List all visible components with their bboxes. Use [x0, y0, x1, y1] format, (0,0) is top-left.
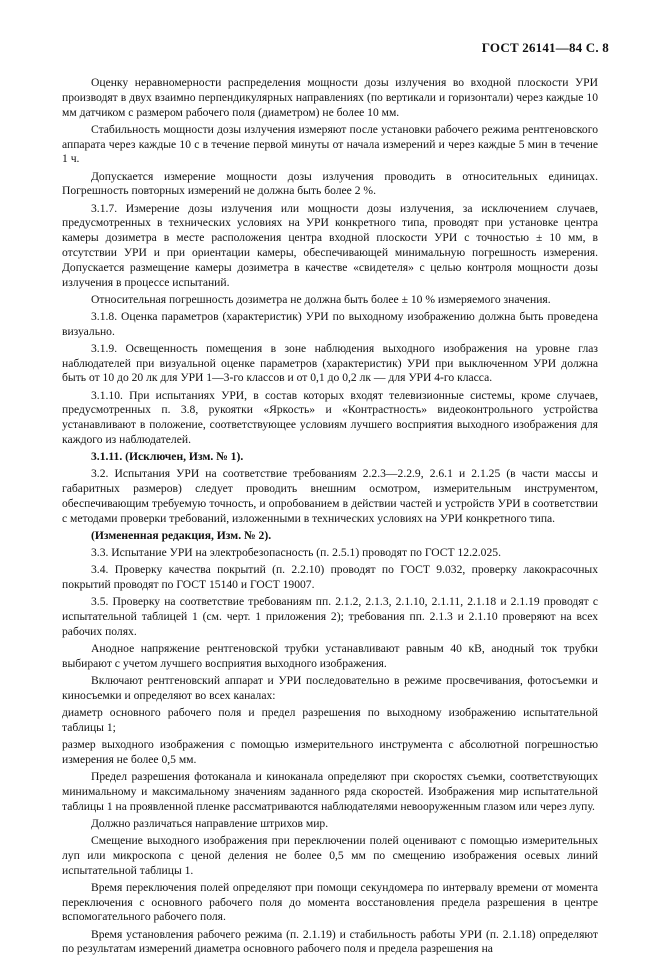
- paragraph: Оценку неравномерности распределения мощности дозы излучения во входной плоскости УРИ производят в двух взаимно перпендикулярных направлениях (по вертикали и горизонтали) через каждые 10 мм датчиком с размером рабочего поля (диаметром) не более 10 мм.: [62, 76, 598, 119]
- paragraph: Включают рентгеновский аппарат и УРИ последовательно в режиме просвечивания, фотосъемки и киносъемки и определяют во всех каналах:: [62, 674, 598, 702]
- paragraph: 3.3. Испытание УРИ на электробезопасность (п. 2.5.1) проводят по ГОСТ 12.2.025.: [91, 546, 501, 560]
- paragraph-revision-note: (Измененная редакция, Изм. № 2).: [91, 529, 272, 543]
- paragraph: 3.1.8. Оценка параметров (характеристик) УРИ по выходному изображению должна быть проведена визуально.: [62, 309, 598, 338]
- paragraph: Предел разрешения фотоканала и киноканала определяют при скоростях съемки, соответствующих минимальному и максимальному значениям заданного ряда скоростей. Изображения мир испытательной таблицы 1 на проявленной пленке рассматриваются наблюдателями невооруженным глазом или через лупу.: [62, 770, 598, 813]
- list-item: размер выходного изображения с помощью измерительного инструмента с абсолютной погрешностью измерения не более 0,5 мм.: [62, 738, 598, 766]
- paragraph: Смещение выходного изображения при переключении полей оценивают с помощью измерительных луп или микроскопа с ценой деления не более 0,5 мм по смещению изображения осевых линий испытательной таблицы 1.: [62, 834, 598, 877]
- page-header: ГОСТ 26141—84 С. 8: [481, 40, 609, 55]
- paragraph: 3.1.10. При испытаниях УРИ, в состав которых входят телевизионные системы, кроме случаев, предусмотренных п. 3.8, рукоятки «Яркость» и «Контрастность» видеоконтрольного устройства устанавливают в положение, соответствующее условиям лучшего восприятия выходного изображения для каждого из наблюдателей.: [62, 388, 598, 447]
- document-body: [62, 76, 598, 958]
- paragraph: 3.1.7. Измерение дозы излучения или мощности дозы излучения, за исключением случаев, предусмотренных в технических условиях на УРИ конкретного типа, проводят при установке центра камеры дозиметра в месте расположения центра входной плоскости УРИ с точностью ± 10 мм, в отсутствии УРИ и при ориентации камеры, обеспечивающей минимальную погрешность измерения. Допускается размещение камеры дозиметра в качестве «свидетеля» с целью контроля мощности дозы излучения в процессе испытаний.: [62, 201, 598, 289]
- paragraph: Анодное напряжение рентгеновской трубки устанавливают равным 40 кВ, анодный ток трубки выбирают с учетом лучшего восприятия выходного изображения.: [62, 642, 598, 670]
- paragraph: 3.5. Проверку на соответствие требованиям пп. 2.1.2, 2.1.3, 2.1.10, 2.1.11, 2.1.18 и 2.1.19 проводят с испытательной таблицей 1 (см. черт. 1 приложения 2); требования пп. 2.1.3 и 2.1.10 проверяют на всех рабочих полях.: [62, 595, 598, 638]
- paragraph: Стабильность мощности дозы излучения измеряют после установки рабочего режима рентгеновского аппарата через каждые 10 с в течение первой минуты от начала измерений и через каждые 5 мин в течение 1 ч.: [62, 122, 598, 166]
- paragraph-excluded-note: 3.1.11. (Исключен, Изм. № 1).: [91, 450, 244, 464]
- paragraph: Время переключения полей определяют при помощи секундомера по интервалу времени от момента переключения с основного рабочего поля до момента восстановления предела разрешения в центре вспомогательного рабочего поля.: [62, 880, 598, 924]
- paragraph: Должно различаться направление штрихов мир.: [91, 816, 329, 830]
- paragraph: 3.1.9. Освещенность помещения в зоне наблюдения выходного изображения на уровне глаз наблюдателей при визуальной оценке параметров (характеристик) УРИ при выключенном УРИ должна быть от 10 до 20 лк для УРИ 1—3-го классов и от 0,1 до 0,2 лк — для УРИ 4-го класса.: [62, 341, 598, 385]
- paragraph: 3.2. Испытания УРИ на соответствие требованиям 2.2.3—2.2.9, 2.6.1 и 2.1.25 (в части массы и габаритных размеров) следует проводить внешним осмотром, измерительным инструментом, обеспечивающим требуемую точность, и опробованием в действии частей и устройств УРИ в соответствии с методами проверки требований, изложенными в технических условиях на УРИ конкретного типа.: [62, 467, 598, 525]
- paragraph: Допускается измерение мощности дозы излучения проводить в относительных единицах. Погрешность повторных измерений не должна быть более 2 %.: [62, 169, 598, 198]
- paragraph: Относительная погрешность дозиметра не должна быть более ± 10 % измеряемого значения.: [91, 292, 551, 306]
- paragraph: 3.4. Проверку качества покрытий (п. 2.2.10) проводят по ГОСТ 9.032, проверку лакокрасочных покрытий проводят по ГОСТ 15140 и ГОСТ 19007.: [62, 563, 598, 592]
- paragraph: Время установления рабочего режима (п. 2.1.19) и стабильность работы УРИ (п. 2.1.18) определяют по результатам измерений диаметра основного рабочего поля и предела разрешения на: [62, 927, 598, 956]
- list-item: диаметр основного рабочего поля и предел разрешения по выходному изображению испытательной таблицы 1;: [62, 706, 598, 734]
